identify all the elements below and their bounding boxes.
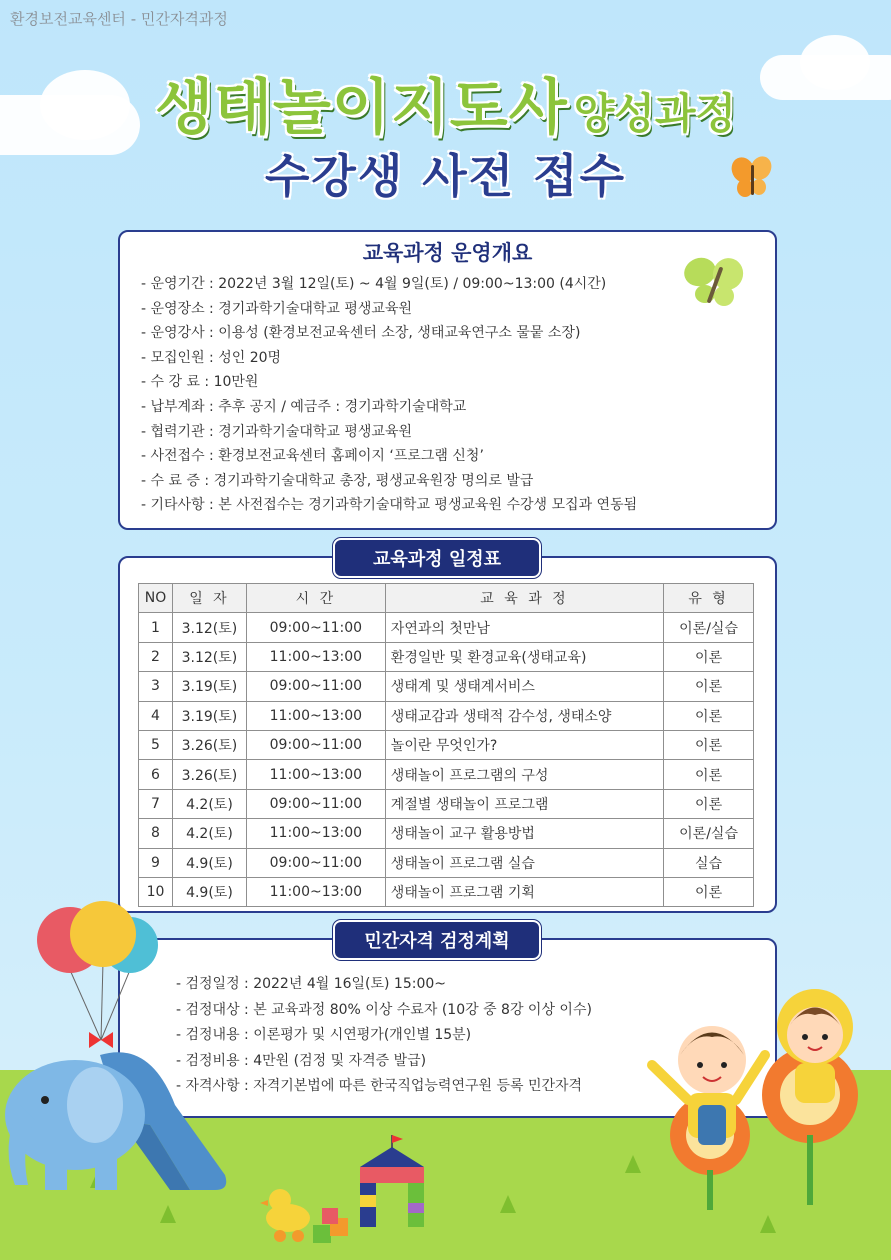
schedule-body	[139, 613, 754, 907]
cell-course: 환경일반 및 환경교육(생태교육)	[385, 642, 663, 671]
cell-date: 4.9(토)	[172, 877, 246, 906]
overview-item: - 기타사항 : 본 사전접수는 경기과학기술대학교 평생교육원 수강생 모집과 연동됨	[141, 497, 638, 514]
cell-course: 생태교감과 생태적 감수성, 생태소양	[385, 701, 663, 730]
cell-date: 3.26(토)	[172, 760, 246, 789]
cell-time: 11:00~13:00	[246, 642, 385, 671]
overview-item: - 수 료 증 : 경기과학기술대학교 총장, 평생교육원장 명의로 발급	[141, 472, 534, 489]
overview-item: - 납부계좌 : 추후 공지 / 예금주 : 경기과학기술대학교	[141, 398, 467, 415]
cell-type: 이론	[664, 730, 754, 759]
cell-time: 11:00~13:00	[246, 877, 385, 906]
grass-tuft	[500, 1195, 516, 1213]
exam-item: - 자격사항 : 자격기본법에 따른 한국직업능력연구원 등록 민간자격	[176, 1078, 583, 1094]
balloon-icon	[35, 900, 160, 1050]
table-row	[139, 877, 754, 906]
schedule-table	[138, 583, 754, 907]
cell-course: 생태계 및 생태계서비스	[385, 672, 663, 701]
overview-item: - 운영기간 : 2022년 3월 12일(토) ~ 4월 9일(토) / 09:00~13:00 (4시간)	[141, 276, 607, 292]
cell-time: 09:00~11:00	[246, 672, 385, 701]
overview-item: - 협력기관 : 경기과학기술대학교 평생교육원	[141, 423, 413, 440]
cell-time: 11:00~13:00	[246, 819, 385, 848]
table-row	[139, 819, 754, 848]
cell-no: 9	[139, 848, 173, 877]
cell-course: 생태놀이 프로그램 실습	[385, 848, 663, 877]
exam-item: - 검정비용 : 4만원 (검정 및 자격증 발급)	[176, 1052, 427, 1069]
cell-date: 3.12(토)	[172, 613, 246, 642]
castle-blocks-icon	[355, 1135, 430, 1235]
butterfly-icon	[680, 250, 750, 312]
cell-no: 4	[139, 701, 173, 730]
cell-date: 3.12(토)	[172, 642, 246, 671]
grass-tuft	[625, 1155, 641, 1173]
table-row	[139, 730, 754, 759]
overview-item: - 수 강 료 : 10만원	[141, 374, 259, 391]
cell-time: 11:00~13:00	[246, 701, 385, 730]
cell-course: 생태놀이 프로그램의 구성	[385, 760, 663, 789]
column-header: 시 간	[246, 584, 385, 613]
cell-course: 자연과의 첫만남	[385, 613, 663, 642]
cell-course: 생태놀이 프로그램 기획	[385, 877, 663, 906]
table-header-row	[139, 584, 754, 613]
grass-tuft	[160, 1205, 176, 1223]
children-icon	[640, 985, 891, 1215]
cell-no: 5	[139, 730, 173, 759]
cell-time: 09:00~11:00	[246, 613, 385, 642]
cell-type: 이론	[664, 877, 754, 906]
exam-item: - 검정대상 : 본 교육과정 80% 이상 수료자 (10강 중 8강 이상 이수)	[176, 1001, 592, 1018]
cell-date: 3.19(토)	[172, 701, 246, 730]
butterfly-icon	[728, 155, 778, 203]
cell-no: 8	[139, 819, 173, 848]
column-header: 일 자	[172, 584, 246, 613]
top-caption: 환경보전교육센터 - 민간자격과정	[10, 10, 228, 28]
cell-date: 3.19(토)	[172, 672, 246, 701]
cell-time: 09:00~11:00	[246, 848, 385, 877]
cell-time: 11:00~13:00	[246, 760, 385, 789]
cell-time: 09:00~11:00	[246, 789, 385, 818]
table-row	[139, 848, 754, 877]
cell-date: 3.26(토)	[172, 730, 246, 759]
exam-heading: 민간자격 검정계획	[333, 920, 541, 960]
cell-no: 1	[139, 613, 173, 642]
cell-no: 3	[139, 672, 173, 701]
table-row	[139, 642, 754, 671]
grass-tuft	[760, 1215, 776, 1233]
table-row	[139, 613, 754, 642]
elephant-slide-icon	[0, 1045, 235, 1195]
cell-date: 4.9(토)	[172, 848, 246, 877]
cell-course: 놀이란 무엇인가?	[385, 730, 663, 759]
schedule-heading: 교육과정 일정표	[333, 538, 541, 578]
cell-date: 4.2(토)	[172, 819, 246, 848]
cell-no: 2	[139, 642, 173, 671]
overview-item: - 운영장소 : 경기과학기술대학교 평생교육원	[141, 300, 413, 317]
title-line-1	[0, 60, 891, 146]
exam-item: - 검정내용 : 이론평가 및 시연평가(개인별 15분)	[176, 1027, 472, 1043]
table-row	[139, 760, 754, 789]
cell-type: 이론	[664, 701, 754, 730]
overview-item: - 모집인원 : 성인 20명	[141, 349, 282, 366]
overview-heading: 교육과정 운영개요	[362, 241, 533, 265]
column-header: NO	[139, 584, 173, 613]
column-header: 교 육 과 정	[385, 584, 663, 613]
cell-time: 09:00~11:00	[246, 730, 385, 759]
duck-toy-icon	[258, 1180, 358, 1250]
cell-type: 이론/실습	[664, 819, 754, 848]
exam-item: - 검정일정 : 2022년 4월 16일(토) 15:00~	[176, 976, 447, 992]
cell-type: 이론	[664, 760, 754, 789]
cell-type: 이론	[664, 672, 754, 701]
cell-date: 4.2(토)	[172, 789, 246, 818]
cell-type: 이론	[664, 789, 754, 818]
cell-type: 이론/실습	[664, 613, 754, 642]
cell-course: 생태놀이 교구 활용방법	[385, 819, 663, 848]
cell-no: 6	[139, 760, 173, 789]
table-row	[139, 789, 754, 818]
cell-no: 7	[139, 789, 173, 818]
cell-no: 10	[139, 877, 173, 906]
overview-item: - 사전접수 : 환경보전교육센터 홈페이지 ‘프로그램 신청’	[141, 448, 484, 465]
cell-type: 실습	[664, 848, 754, 877]
overview-item: - 운영강사 : 이용성 (환경보전교육센터 소장, 생태교육연구소 물뭍 소장)	[141, 325, 581, 342]
table-row	[139, 701, 754, 730]
overview-box	[118, 230, 777, 530]
exam-list	[176, 972, 592, 1100]
column-header: 유 형	[664, 584, 754, 613]
title-main: 생태놀이지도사	[154, 73, 568, 143]
title-line-2: 수강생 사전 접수	[264, 149, 627, 203]
cell-course: 계절별 생태놀이 프로그램	[385, 789, 663, 818]
cell-type: 이론	[664, 642, 754, 671]
title-sub: 양성과정	[573, 89, 737, 138]
table-row	[139, 672, 754, 701]
